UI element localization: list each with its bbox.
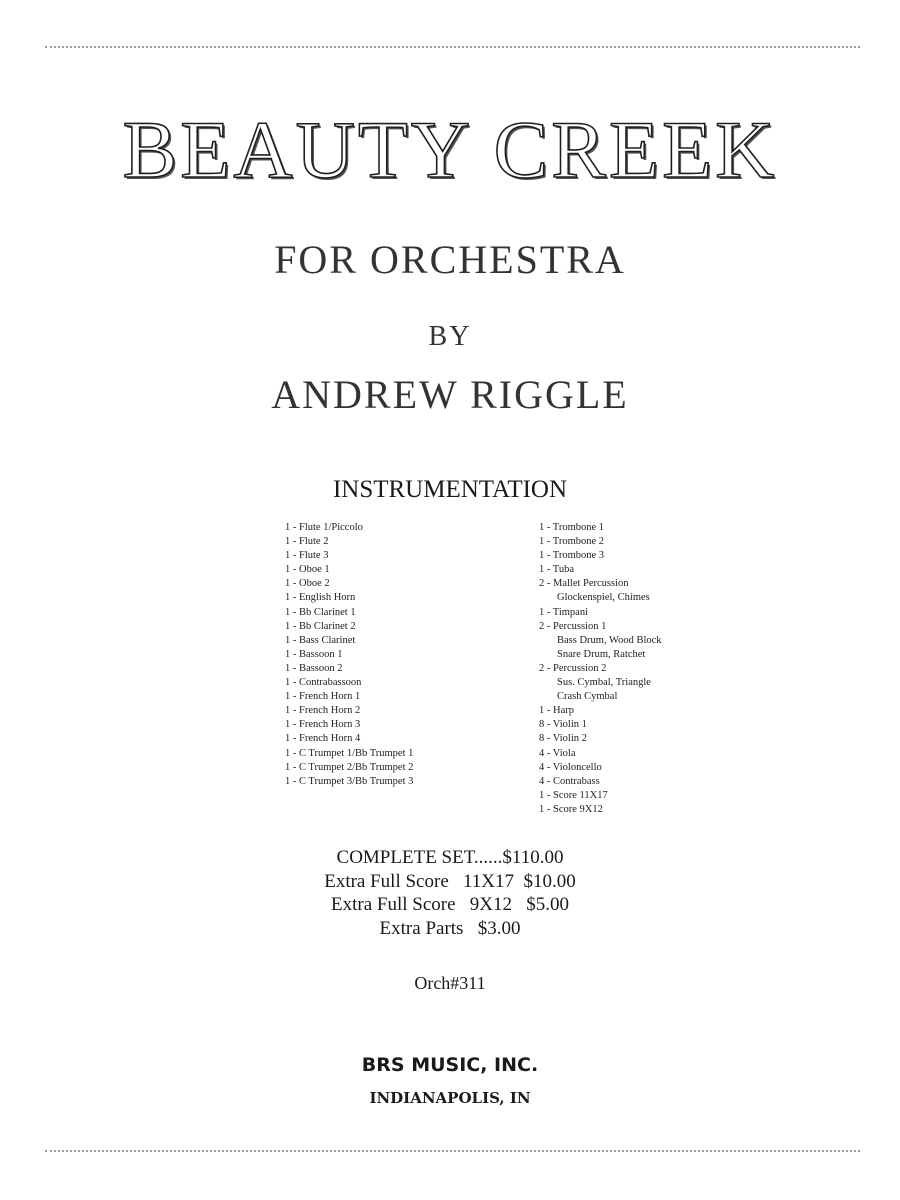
price-extra-score-9x12: Extra Full Score 9X12 $5.00 xyxy=(330,894,569,915)
instrument-item: 1 - C Trumpet 2/Bb Trumpet 2 xyxy=(285,761,414,773)
instrument-item: 2 - Percussion 2 xyxy=(539,662,607,674)
price-complete-set: COMPLETE SET......$110.00 xyxy=(336,847,564,868)
instrument-item: 1 - Flute 3 xyxy=(285,550,329,562)
price-extra-score-11x17: Extra Full Score 11X17 $10.00 xyxy=(324,870,576,892)
instrument-detail: Snare Drum, Ratchet xyxy=(557,648,646,660)
instrument-item: 1 - Bb Clarinet 1 xyxy=(285,606,356,618)
instrument-detail: Sus. Cymbal, Triangle xyxy=(557,677,651,689)
instrument-item: 1 - French Horn 1 xyxy=(285,691,361,703)
instrument-item: 1 - Bassoon 1 xyxy=(285,648,343,660)
composer-name: ANDREW RIGGLE xyxy=(271,372,629,417)
instrument-item: 1 - Bass Clarinet xyxy=(285,634,356,646)
instrument-item: 1 - Flute 2 xyxy=(285,536,329,548)
instrument-item: 1 - Bassoon 2 xyxy=(285,662,343,674)
instrument-item: 1 - Score 11X17 xyxy=(539,789,608,801)
instrument-item: 1 - Tuba xyxy=(539,564,575,576)
instrument-item: 1 - English Horn xyxy=(285,592,356,604)
instrument-item: 1 - Trombone 3 xyxy=(539,550,605,562)
instrument-item: 8 - Violin 2 xyxy=(539,733,587,745)
instrument-item: 1 - C Trumpet 1/Bb Trumpet 1 xyxy=(285,747,414,759)
bottom-dotted-rule xyxy=(45,1150,860,1152)
price-extra-parts: Extra Parts $3.00 xyxy=(379,917,521,939)
instrument-item: 1 - C Trumpet 3/Bb Trumpet 3 xyxy=(285,775,414,787)
instrument-item: 1 - Trombone 2 xyxy=(539,536,605,548)
instrument-item: 1 - French Horn 3 xyxy=(285,719,361,731)
instrumentation-heading: INSTRUMENTATION xyxy=(332,476,568,503)
top-dotted-rule xyxy=(45,46,860,48)
publisher-name: BRS MUSIC, INC. xyxy=(361,1054,539,1076)
instrument-item: 1 - French Horn 2 xyxy=(285,705,361,717)
instrumentation-right-column xyxy=(539,521,662,817)
instrument-item: 1 - Oboe 1 xyxy=(285,564,330,576)
instrument-item: 1 - Harp xyxy=(539,705,574,717)
instrument-item: 1 - Bb Clarinet 2 xyxy=(285,620,356,632)
instrument-detail: Glockenspiel, Chimes xyxy=(557,592,650,604)
instrument-item: 1 - Timpani xyxy=(539,606,589,618)
page-title: BEAUTY CREEK xyxy=(122,104,778,195)
catalog-number: Orch#311 xyxy=(414,973,486,993)
instrument-item: 1 - Contrabassoon xyxy=(285,677,362,689)
instrument-item: 2 - Percussion 1 xyxy=(539,620,607,632)
instrument-item: 4 - Contrabass xyxy=(539,775,600,787)
instrument-item: 8 - Violin 1 xyxy=(539,719,587,731)
publisher-city: INDIANAPOLIS, IN xyxy=(369,1089,531,1107)
instrument-item: 1 - Score 9X12 xyxy=(539,803,603,815)
instrumentation-left-column xyxy=(285,521,413,789)
instrument-item: 4 - Violoncello xyxy=(539,761,602,773)
by-line: BY xyxy=(428,321,472,352)
instrument-item: 2 - Mallet Percussion xyxy=(539,578,629,590)
instrument-item: 4 - Viola xyxy=(539,747,576,759)
price-list xyxy=(0,846,900,940)
instrument-item: 1 - French Horn 4 xyxy=(285,733,361,745)
instrument-detail: Crash Cymbal xyxy=(557,691,618,703)
instrument-detail: Bass Drum, Wood Block xyxy=(557,634,662,646)
instrument-item: 1 - Oboe 2 xyxy=(285,578,330,590)
instrument-item: 1 - Trombone 1 xyxy=(539,522,605,533)
instrument-item: 1 - Flute 1/Piccolo xyxy=(285,522,363,533)
subtitle: FOR ORCHESTRA xyxy=(274,237,626,282)
